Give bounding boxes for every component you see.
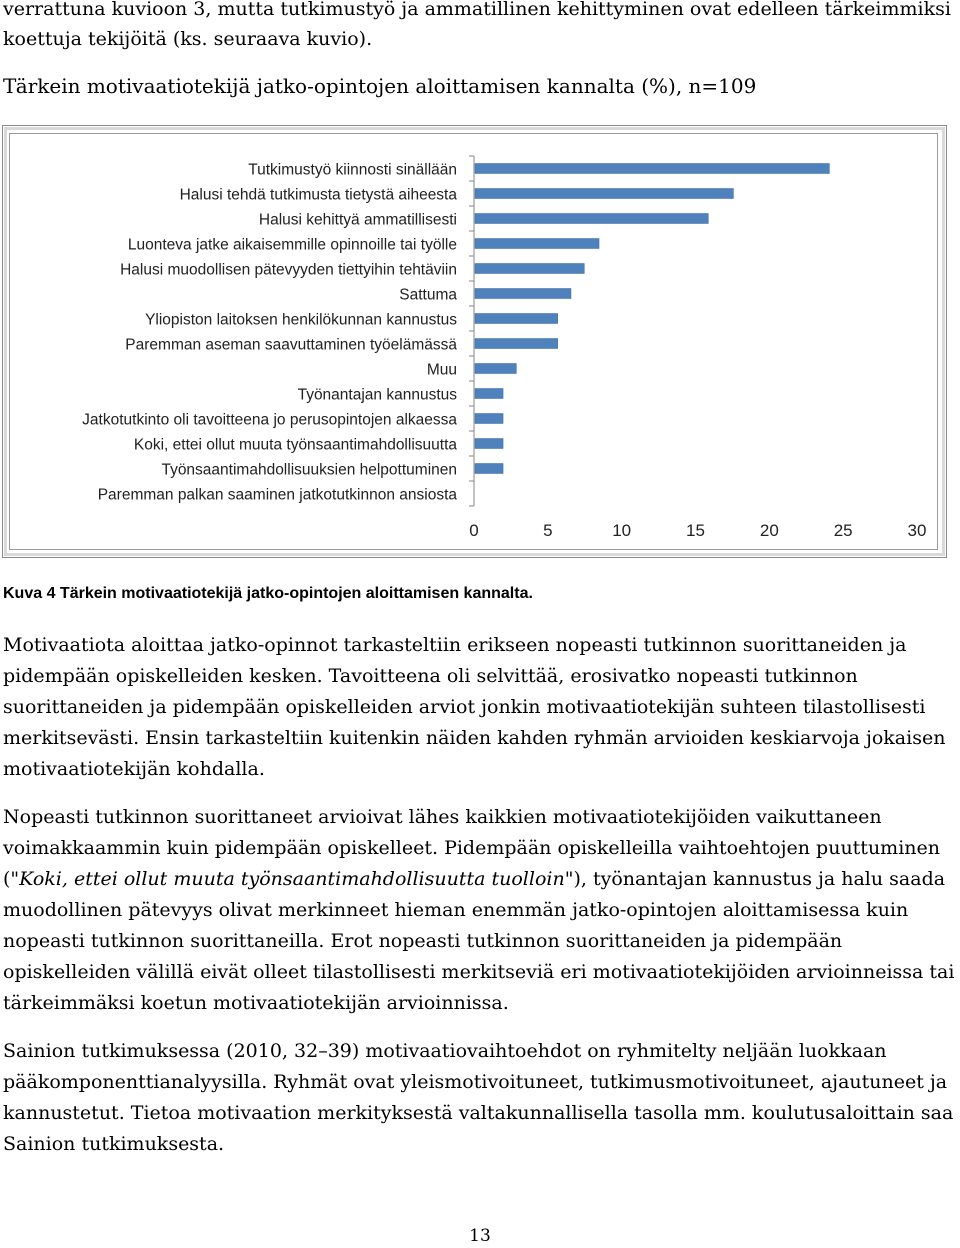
paragraph-3 — [3, 1036, 958, 1160]
x-tick-label: 10 — [612, 521, 632, 540]
bar — [475, 389, 503, 399]
x-tick-label: 20 — [759, 521, 779, 540]
category-label: Yliopiston laitoksen henkilökunnan kannustus — [145, 311, 457, 329]
category-label: Halusi kehittyä ammatillisesti — [258, 211, 457, 229]
paragraph-1-text: Motivaatiota aloittaa jatko-opinnot tarkasteltiin erikseen nopeasti tutkinnon suorittaneiden ja pidempään opiskelleiden kesken. Tavoitteena oli selvittää, erosivatko nopeasti tutkinnon suorittaneiden ja pidempään opiskelleiden arviot jonkin motivaatiotekijän suhteen tilastollisesti merkitsevästi. Ensin tarkasteltiin kuitenkin näiden kahden ryhmän arvioiden keskiarvoja jokaisen motivaatiotekijän kohdalla. — [3, 634, 946, 780]
category-label: Tutkimustyö kiinnosti sinällään — [248, 161, 457, 179]
bar — [475, 264, 584, 274]
paragraph-2-quote-open: (" — [3, 868, 20, 890]
paragraph-2-start: Nopeasti tutkinnon suorittaneet arvioivat lähes kaikkien motivaatiotekijöiden vaikuttaneen voimakkaammin kuin pidempään opiskelleet. Pidempään opiskelleilla vaihtoehtojen puuttuminen — [3, 806, 940, 859]
paragraph-2-rest: "), työnantajan kannustus ja halu saada muodollinen pätevyys olivat merkinneet hieman enemmän jatko-opintojen aloittamisessa kuin nopeasti tutkinnon suorittaneilla. Erot nopeasti tutkinnon suorittaneiden ja pidempään opiskelleiden välillä eivät olleet tilastollisesti merkitseviä eri motivaatiotekijöiden arvioinneissa tai tärkeimmäksi koetun motivaatiotekijän arvioinnissa. — [3, 868, 955, 1014]
paragraph-1 — [3, 630, 958, 785]
category-label: Halusi tehdä tutkimusta tietystä aiheesta — [179, 186, 457, 204]
paragraph-2-quote: Koki, ettei ollut muuta työnsaantimahdollisuutta tuolloin — [19, 868, 565, 890]
category-label: Paremman palkan saaminen jatkotutkinnon ansiosta — [97, 486, 457, 504]
bar — [475, 464, 503, 474]
page-number: 13 — [469, 1226, 491, 1246]
x-tick-label: 30 — [907, 521, 927, 540]
chart-axis — [469, 156, 474, 506]
bar — [475, 289, 571, 299]
paragraph-2-text — [3, 802, 958, 1019]
bar — [475, 189, 733, 199]
category-label: Sattuma — [399, 286, 457, 304]
paragraph-2 — [3, 802, 958, 1019]
x-tick-label: 25 — [833, 521, 853, 540]
category-label: Luonteva jatke aikaisemmille opinnoille tai työlle — [127, 236, 457, 254]
bar — [475, 314, 558, 324]
category-label: Työnantajan kannustus — [297, 386, 457, 404]
bar — [475, 439, 503, 449]
category-label: Paremman aseman saavuttaminen työelämässä — [125, 336, 457, 354]
x-tick-labels — [469, 521, 926, 540]
bar — [475, 364, 516, 374]
bar — [475, 164, 829, 174]
category-label: Työnsaantimahdollisuuksien helpottuminen — [161, 461, 457, 479]
bar-chart — [0, 0, 960, 570]
figure-caption: Kuva 4 Tärkein motivaatiotekijä jatko-opintojen aloittamisen kannalta. — [3, 585, 533, 602]
category-label: Koki, ettei ollut muuta työnsaantimahdollisuutta — [133, 436, 457, 454]
paragraph-3-text: Sainion tutkimuksessa (2010, 32–39) motivaatiovaihtoehdot on ryhmitelty neljään luokkaan pääkomponenttianalyysilla. Ryhmät ovat yleismotivoituneet, tutkimusmotivoituneet, ajautuneet ja kannustetut. Tietoa motivaation merkityksestä valtakunnallisella tasolla mm. koulutusaloittain saa Sainion tutkimuksesta. — [3, 1040, 954, 1155]
category-label: Halusi muodollisen pätevyyden tiettyihin tehtäviin — [120, 261, 457, 279]
bar — [475, 339, 558, 349]
intro-paragraph: verrattuna kuvioon 3, mutta tutkimustyö ja ammatillinen kehittyminen ovat edelleen tärkeimmiksi koettuja tekijöitä (ks. seuraava kuvio). — [3, 0, 951, 50]
x-tick-label: 0 — [469, 521, 479, 540]
chart-heading: Tärkein motivaatiotekijä jatko-opintojen aloittamisen kannalta (%), n=109 — [3, 74, 757, 98]
bar — [475, 414, 503, 424]
bar — [475, 214, 708, 224]
x-tick-label: 15 — [686, 521, 705, 540]
category-label: Jatkotutkinto oli tavoitteena jo perusopintojen alkaessa — [82, 411, 457, 429]
bars — [475, 164, 829, 474]
bar — [475, 239, 599, 249]
category-labels — [82, 162, 457, 504]
category-label: Muu — [426, 361, 457, 379]
x-tick-label: 5 — [543, 521, 553, 540]
